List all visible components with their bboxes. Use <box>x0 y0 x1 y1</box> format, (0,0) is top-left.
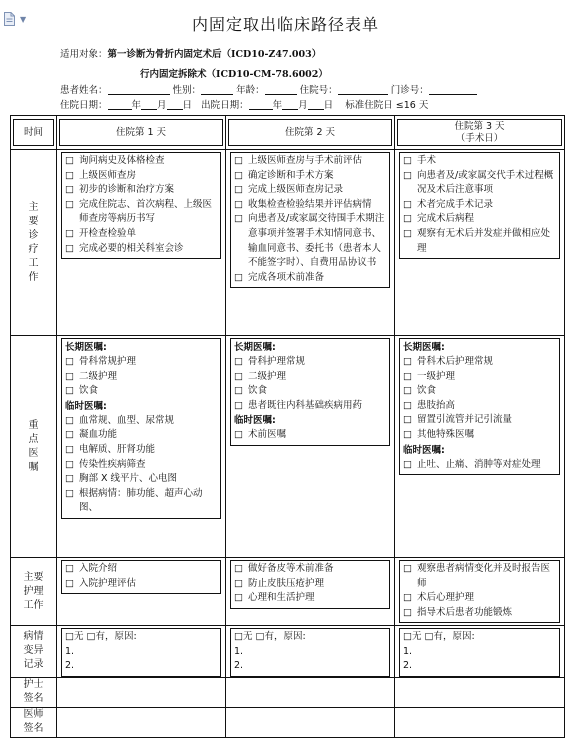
checkbox-icon[interactable]: □ <box>234 169 243 181</box>
checklist-item[interactable] <box>403 212 556 227</box>
doctor-sign-label-cell <box>11 707 57 737</box>
checkbox-icon[interactable]: □ <box>403 414 412 426</box>
nurse-sign-label-cell <box>11 677 57 707</box>
temporary-orders-label: 临时医嘱: <box>65 400 107 412</box>
checklist-item[interactable] <box>403 458 556 473</box>
checklist-item-text: 观察患者病情变化并及时报告医师 <box>417 563 551 589</box>
checklist-item[interactable] <box>234 562 386 577</box>
checklist-item[interactable] <box>234 183 386 198</box>
temporary-orders-label: 临时医嘱: <box>403 444 445 456</box>
chevron-down-icon: ▼ <box>20 15 27 24</box>
checkbox-icon[interactable]: □ <box>234 271 243 283</box>
checklist-item-text: 二级护理 <box>79 370 118 382</box>
day3-label: 住院第 3 天 <box>454 120 505 132</box>
checklist-item[interactable] <box>65 198 217 227</box>
checkbox-icon[interactable]: □ <box>403 399 412 411</box>
discharge-month-field[interactable] <box>282 99 298 110</box>
date-row <box>60 97 428 111</box>
checklist-item-text: 一级护理 <box>417 370 456 382</box>
checklist-item-text: 上级医师查房 <box>79 169 137 181</box>
checklist-item[interactable] <box>403 227 556 256</box>
patient-info-row <box>60 82 477 96</box>
checklist-item[interactable] <box>403 428 556 443</box>
nursing-day2 <box>226 558 395 626</box>
sex-field[interactable] <box>201 84 233 95</box>
checklist-item[interactable] <box>403 198 556 213</box>
orders-label: 重点医嘱 <box>28 419 39 473</box>
discharge-date-label: 出院日期： <box>201 100 249 111</box>
checkbox-icon[interactable]: □ <box>234 592 243 604</box>
discharge-year-field[interactable] <box>249 99 273 110</box>
admit-day-field[interactable] <box>167 99 183 110</box>
variance-item-1[interactable]: 1. <box>403 645 413 657</box>
checklist-item-text: 传染性疾病筛查 <box>79 458 146 470</box>
checklist-item[interactable] <box>234 428 386 443</box>
checklist-item-text: 术者完成手术记录 <box>417 198 494 210</box>
checklist-item[interactable] <box>65 487 217 516</box>
checkbox-icon[interactable]: □ <box>65 429 74 441</box>
name-label: 患者姓名： <box>60 85 108 96</box>
checklist-item[interactable] <box>234 591 386 606</box>
checklist-item[interactable] <box>65 384 217 399</box>
page-title: 内固定取出临床路径表单 <box>191 15 379 34</box>
checkbox-icon[interactable]: □ <box>403 385 412 397</box>
checkbox-icon[interactable]: □ <box>65 443 74 455</box>
nursing-day3-list <box>399 560 560 623</box>
main-work-day3 <box>395 150 565 336</box>
checklist-item[interactable] <box>403 591 556 606</box>
variance-day3 <box>395 626 565 678</box>
orders-day2-list <box>230 338 390 446</box>
nurse-sign-day3[interactable] <box>395 677 565 707</box>
orders-day3-list <box>399 338 560 475</box>
outpatient-no-field[interactable] <box>429 84 477 95</box>
checklist-item[interactable] <box>65 183 217 198</box>
applicable-diagnosis: 第一诊断为骨折内固定术后（ICD10-Z47.003） <box>107 49 322 60</box>
checkbox-icon[interactable]: □ <box>65 563 74 574</box>
checklist-item[interactable] <box>403 355 556 370</box>
checklist-item[interactable] <box>234 384 386 399</box>
checkbox-icon[interactable]: □ <box>403 198 412 210</box>
main-work-day1-list <box>61 152 221 259</box>
checklist-item[interactable] <box>65 428 217 443</box>
checklist-item-text: 饮食 <box>417 385 437 397</box>
checkbox-icon[interactable]: □ <box>65 473 74 485</box>
checklist-item-text: 凝血功能 <box>79 429 118 441</box>
orders-day2 <box>226 336 395 558</box>
checklist-item-text: 入院介绍 <box>79 563 118 574</box>
variance-item-2[interactable]: 2. <box>65 660 75 672</box>
orders-label-cell <box>11 336 57 558</box>
checkbox-icon[interactable]: □ <box>403 169 412 181</box>
checklist-item-text: 电解质、肝肾功能 <box>79 443 156 455</box>
checklist-item-text: 骨科常规护理 <box>79 356 137 367</box>
nursing-day3 <box>395 558 565 626</box>
checkbox-icon[interactable]: □ <box>65 356 74 367</box>
checklist-item-text: 指导术后患者功能锻炼 <box>417 606 513 618</box>
checkbox-icon[interactable]: □ <box>234 577 243 589</box>
checklist-item-text: 患肢抬高 <box>417 399 456 411</box>
year-label: 年 <box>131 100 142 111</box>
pathway-table <box>10 115 565 738</box>
checklist-item-text: 向患者及/或家属交代手术过程概况及术后注意事项 <box>417 169 554 196</box>
doctor-sign-day3[interactable] <box>395 707 565 737</box>
checklist-item-text: 手术 <box>417 155 437 166</box>
variance-label-cell <box>11 626 57 678</box>
main-work-day2-list <box>230 152 390 288</box>
checklist-item[interactable] <box>234 355 386 370</box>
checkbox-icon[interactable]: □ <box>234 429 243 441</box>
long-term-orders-label: 长期医嘱: <box>403 342 445 353</box>
checklist-item[interactable] <box>65 355 217 370</box>
checklist-item[interactable] <box>234 577 386 592</box>
day2-header <box>226 116 395 150</box>
checklist-item[interactable] <box>234 169 386 184</box>
checklist-item[interactable] <box>65 370 217 385</box>
checkbox-icon[interactable]: □ <box>234 399 243 411</box>
checkbox-icon[interactable]: □ <box>403 606 412 618</box>
checkbox-icon[interactable]: □ <box>403 592 412 604</box>
nurse-sign-day1[interactable] <box>57 677 226 707</box>
checkbox-icon[interactable]: □ <box>403 458 412 470</box>
checklist-item-text: 询问病史及体格检查 <box>79 155 165 166</box>
checklist-item-text: 初步的诊断和治疗方案 <box>79 184 175 196</box>
main-work-day2 <box>226 150 395 336</box>
checklist-item[interactable] <box>234 370 386 385</box>
checklist-item-text: 饮食 <box>248 385 268 397</box>
checkbox-icon[interactable]: □ <box>65 414 74 426</box>
checklist-item-text: 术后心理护理 <box>417 592 475 604</box>
admit-month-field[interactable] <box>141 99 157 110</box>
checkbox-icon[interactable]: □ <box>234 563 243 574</box>
checklist-item-text: 完成住院志、首次病程、上级医师查房等病历书写 <box>79 198 213 225</box>
main-work-day1 <box>57 150 226 336</box>
doctor-sign-day1[interactable] <box>57 707 226 737</box>
checklist-item-text: 患者既往内科基础疾病用药 <box>248 399 363 411</box>
checkbox-icon[interactable]: □ <box>234 370 243 382</box>
nurse-sign-label: 护士签名 <box>23 679 44 705</box>
checklist-item[interactable] <box>403 562 556 591</box>
admit-year-field[interactable] <box>108 99 132 110</box>
checklist-item[interactable] <box>65 414 217 429</box>
inpatient-no-label: 住院号： <box>299 85 338 96</box>
checkbox-icon[interactable]: □ <box>403 227 412 239</box>
nursing-label-cell <box>11 558 57 626</box>
checklist-item-text: 根据病情：肺功能、超声心动图、 <box>79 487 203 514</box>
main-work-day3-list <box>399 152 560 259</box>
checklist-item-text: 其他特殊医嘱 <box>417 428 475 440</box>
checkbox-icon[interactable]: □ <box>65 227 74 239</box>
checklist-item[interactable] <box>65 154 217 169</box>
checklist-item-text: 入院护理评估 <box>79 577 137 589</box>
variance-item-1[interactable]: 1. <box>65 645 75 657</box>
variance-item-2[interactable]: 2. <box>234 660 244 672</box>
checklist-item-text: 上级医师查房与手术前评估 <box>248 155 363 166</box>
checkbox-icon[interactable]: □ <box>65 370 74 382</box>
admit-date-label: 住院日期： <box>60 100 108 111</box>
age-field[interactable] <box>265 84 297 95</box>
checklist-item-text: 完成术后病程 <box>417 213 475 225</box>
checklist-item[interactable] <box>65 562 217 577</box>
checkbox-icon[interactable]: □ <box>403 155 412 166</box>
checklist-item-text: 完成各项术前准备 <box>248 271 325 283</box>
checklist-item[interactable] <box>403 606 556 621</box>
day3-header <box>395 116 565 150</box>
day-label: 日 <box>323 100 334 111</box>
applicable-label: 适用对象： <box>60 49 108 60</box>
day2-label: 住院第 2 天 <box>284 126 336 138</box>
checklist-item[interactable] <box>234 271 386 286</box>
checklist-item[interactable] <box>65 458 217 473</box>
checklist-item-text: 确定诊断和手术方案 <box>248 169 334 181</box>
month-label: 月 <box>157 100 167 111</box>
checklist-item[interactable] <box>65 443 217 458</box>
month-label: 月 <box>298 100 308 111</box>
checklist-item-text: 心理和生活护理 <box>248 592 315 604</box>
checklist-item-text: 术前医嘱 <box>248 429 287 441</box>
variance-item-2[interactable]: 2. <box>403 660 413 672</box>
checklist-item-text: 留置引流管并记引流量 <box>417 414 513 426</box>
standard-stay-label: 标准住院日 ≤16 天 <box>345 100 429 111</box>
orders-day3 <box>395 336 565 558</box>
checklist-item[interactable] <box>403 169 556 198</box>
age-label: 年龄： <box>236 85 265 96</box>
variance-day2 <box>226 626 395 678</box>
nursing-day2-list <box>230 560 390 609</box>
temporary-orders-label: 临时医嘱: <box>234 415 276 427</box>
checkbox-icon[interactable]: □ <box>234 155 243 166</box>
doctor-sign-day2[interactable] <box>226 707 395 737</box>
checklist-item[interactable] <box>65 242 217 257</box>
day1-header <box>57 116 226 150</box>
nursing-day1-list <box>61 560 221 594</box>
nursing-label: 主要护理工作 <box>23 571 44 611</box>
checkbox-icon[interactable]: □ <box>234 385 243 397</box>
checkbox-icon[interactable]: □ <box>403 213 412 225</box>
nursing-day1 <box>57 558 226 626</box>
checklist-item-text: 开检查检验单 <box>79 227 137 239</box>
checklist-item-text: 胸部 X 线平片、心电图 <box>79 473 178 485</box>
checkbox-icon[interactable]: □ <box>234 198 243 210</box>
checkbox-icon[interactable]: □ <box>65 458 74 470</box>
checklist-item-text: 观察有无术后并发症并做相应处理 <box>417 227 551 254</box>
checklist-item-text: 骨科护理常规 <box>248 356 306 367</box>
checklist-item-text: 饮食 <box>79 385 99 397</box>
variance-item-1[interactable]: 1. <box>234 645 244 657</box>
main-work-label-cell <box>11 150 57 336</box>
checklist-item[interactable] <box>234 212 386 270</box>
checklist-item[interactable] <box>65 169 217 184</box>
long-term-orders-label: 长期医嘱: <box>234 342 276 353</box>
checklist-item-text: 向患者及/或家属交待围手术期注意事项并签署手术知情同意书、输血同意书、委托书（患者本人不能签字时）、自费用品协议书 <box>248 213 385 269</box>
year-label: 年 <box>272 100 283 111</box>
checkbox-icon[interactable]: □ <box>234 184 243 196</box>
checklist-item[interactable] <box>65 227 217 242</box>
checklist-item-text: 血常规、血型、尿常规 <box>79 414 175 426</box>
variance-label: 病情变异记录 <box>23 631 44 671</box>
checklist-item[interactable] <box>403 413 556 428</box>
checklist-item[interactable] <box>234 198 386 213</box>
checklist-item-text: 完成必要的相关科室会诊 <box>79 242 184 254</box>
checklist-item-text: 做好备皮等术前准备 <box>248 563 334 574</box>
checklist-item[interactable] <box>403 370 556 385</box>
checkbox-icon[interactable]: □ <box>65 169 74 181</box>
checkbox-icon[interactable]: □ <box>65 487 74 499</box>
checkbox-icon[interactable]: □ <box>403 428 412 440</box>
checklist-item[interactable] <box>234 154 386 169</box>
day-label: 日 <box>182 100 193 111</box>
applicable-line-1 <box>60 46 321 60</box>
name-field[interactable] <box>108 84 170 95</box>
inpatient-no-field[interactable] <box>338 84 388 95</box>
sex-label: 性别： <box>172 85 202 96</box>
nurse-sign-day2[interactable] <box>226 677 395 707</box>
checkbox-icon[interactable]: □ <box>65 155 74 166</box>
orders-day1-list <box>61 338 221 519</box>
checklist-item[interactable] <box>65 472 217 487</box>
checklist-item-text: 二级护理 <box>248 370 287 382</box>
checklist-item[interactable] <box>403 399 556 414</box>
doctor-sign-label: 医师签名 <box>23 709 44 735</box>
main-work-label: 主要诊疗工作 <box>28 201 39 283</box>
checklist-item-text: 完成上级医师查房记录 <box>248 184 344 196</box>
outpatient-no-label: 门诊号： <box>390 85 429 96</box>
checklist-item[interactable] <box>403 154 556 169</box>
checklist-item-text: 收集检查检验结果并评估病情 <box>248 198 372 210</box>
checkbox-icon[interactable]: □ <box>234 213 243 225</box>
checklist-item[interactable] <box>403 384 556 399</box>
applicable-line-2: 行内固定拆除术（ICD10-CM-78.6002） <box>140 69 328 80</box>
checkbox-icon[interactable]: □ <box>65 184 74 196</box>
checklist-item-text: 防止皮肤压疮护理 <box>248 577 325 589</box>
checkbox-icon[interactable]: □ <box>65 198 74 210</box>
checkbox-icon[interactable]: □ <box>403 370 412 382</box>
checklist-item-text: 止吐、止痛、消肿等对症处理 <box>417 458 541 470</box>
checklist-item[interactable] <box>65 577 217 592</box>
day3-sublabel: （手术日） <box>455 132 504 144</box>
time-header <box>11 116 57 150</box>
checkbox-icon[interactable]: □ <box>403 356 412 367</box>
checkbox-icon[interactable]: □ <box>65 385 74 397</box>
variance-options[interactable]: □无 □有，原因: <box>65 631 137 642</box>
checkbox-icon[interactable]: □ <box>403 563 412 574</box>
long-term-orders-label: 长期医嘱: <box>65 342 107 353</box>
checkbox-icon[interactable]: □ <box>234 356 243 367</box>
variance-options[interactable]: □无 □有，原因: <box>234 631 306 642</box>
orders-day1 <box>57 336 226 558</box>
time-label: 时间 <box>23 126 43 138</box>
day1-label: 住院第 1 天 <box>115 126 167 138</box>
discharge-day-field[interactable] <box>308 99 324 110</box>
variance-day1 <box>57 626 226 678</box>
checklist-item-text: 骨科术后护理常规 <box>417 356 494 367</box>
checklist-item[interactable] <box>234 399 386 414</box>
checkbox-icon[interactable]: □ <box>65 242 74 254</box>
checkbox-icon[interactable]: □ <box>65 577 74 589</box>
variance-options[interactable]: □无 □有，原因: <box>403 631 475 642</box>
